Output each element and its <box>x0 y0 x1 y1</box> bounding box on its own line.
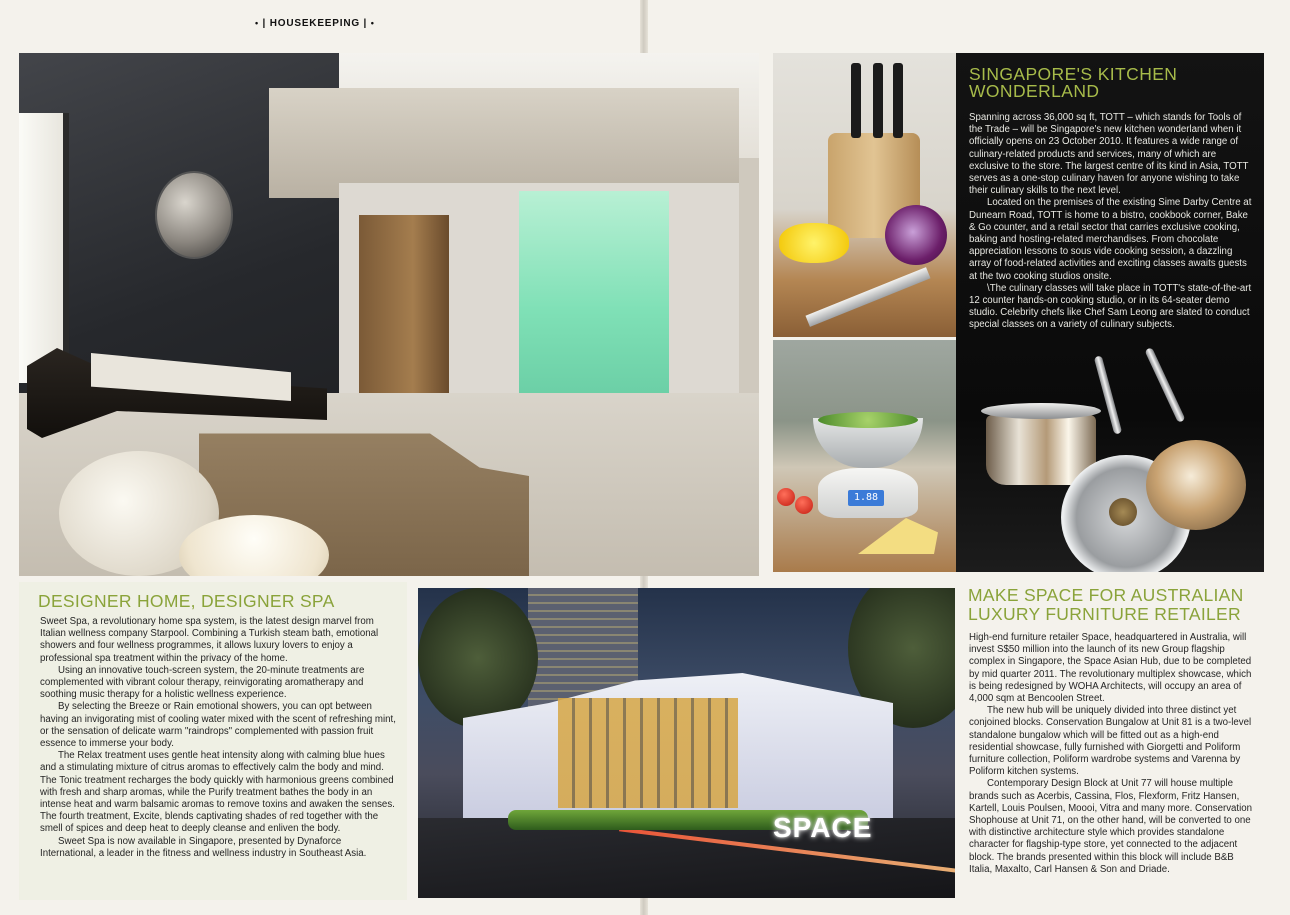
paragraph: By selecting the Breeze or Rain emotional showers, you can opt between having an invigorating mist of cooling water mixed with the scent of refreshing mint, or the sensation of delicate warm "raindrops" complemented with passion fruit essence to immerse your body. <box>40 701 396 750</box>
knife-block-photo <box>773 53 956 337</box>
kitchen-title: SINGAPORE'S KITCHEN WONDERLAND <box>969 64 1178 101</box>
section-label: HOUSEKEEPING <box>269 18 360 29</box>
pan-handle <box>1144 347 1185 423</box>
scale-display: 1.88 <box>848 490 884 506</box>
space-building-photo <box>418 588 955 898</box>
spa-article <box>19 582 407 900</box>
bullet-icon: • <box>255 18 259 28</box>
brand-logo <box>1109 498 1137 526</box>
glass-facade <box>558 698 738 808</box>
paragraph: The Relax treatment uses gentle heat intensity along with calming blue hues and a stimulating mixture of citrus aromas to effectively calm the body and mind. The Tonic treatment recharges the body quickly with harmonious greens combined with fresh and sharp aromas, while the Purify treatment bathes the body in an intense heat and warm balsamic aromas to remove toxins and awaken the senses. The fourth treatment, Excite, blends captivating shades of red together with the smell of spices and deep heat to deeply cleanse and enliven the body. <box>40 750 395 835</box>
paragraph: The new hub will be uniquely divided into three distinct yet conjoined blocks. Conservation Bungalow at Unit 81 is a two-level standalone bungalow which will be fitted out as a high-end residential showcase, fully furnished with Giorgetti and Poliform furniture collection, Poliform wardrobe systems and Varenna by Poliform kitchen systems. <box>969 705 1252 778</box>
kitchen-body <box>969 112 1253 332</box>
space-sign: SPACE <box>773 812 873 843</box>
bullet-icon: • <box>370 18 375 28</box>
paragraph: Sweet Spa, a revolutionary home spa system, is the latest design marvel from Italian wellness company Starpool. Combining a Turkish steam bath, emotional showers and four wellness programmes, it allows luxury lovers to enjoy a professional spa treatment within the privacy of the home. <box>40 616 379 664</box>
paragraph: Located on the premises of the existing Sime Darby Centre at Dunearn Road, TOTT is home to a bistro, cookbook corner, Bake & Go counter, and a retail sector that carries exclusive cooking, baking and hosting-related merchandises. From chocolate appreciation lessons to sous vide cooking session, a dazzling array of food-related activities and exciting classes awaits guests at the two cooking studios onsite. <box>969 197 1252 282</box>
spa-body <box>40 616 396 860</box>
section-header <box>255 18 375 29</box>
knife-handle <box>893 63 903 138</box>
kitchen-scale-photo <box>773 340 956 572</box>
salad <box>818 412 918 428</box>
red-cabbage <box>885 205 947 265</box>
paragraph: \The culinary classes will take place in TOTT's state-of-the-art 12 counter hands-on cooking studio, or in its 64-seater demo studio. Celebrity chefs like Chef Sam Leong are slated to conduct special classes on a variety of culinary subjects. <box>969 282 1252 331</box>
tomato <box>795 496 813 514</box>
tomato <box>777 488 795 506</box>
pan-handle <box>1094 355 1122 434</box>
pot-lid <box>981 403 1101 419</box>
paragraph: Spanning across 36,000 sq ft, TOTT – which stands for Tools of the Trade – will be Singapore's new kitchen wonderland when it officially opens on 23 October 2010. It features a wide range of culinary-related products and services, many of which are exclusive to the store. The largest centre of its kind in Asia, TOTT serves as a one-stop culinary haven for anyone wishing to take their culinary skills to the next level. <box>969 112 1249 197</box>
kitchen-article <box>956 53 1264 572</box>
paragraph: High-end furniture retailer Space, headquartered in Australia, will invest S$50 million into the launch of its new Group flagship complex in Singapore, the Space Asian Hub, due to be completed by mid quarter 2011. The revolutionary multiplex showcase, which is being redesigned by WOHA Architects, will occupy an area of 4,000 sqm at Bencoolen Street. <box>969 632 1252 705</box>
tree <box>418 588 538 728</box>
spa-title: DESIGNER HOME, DESIGNER SPA <box>38 591 335 611</box>
spa-interior-photo <box>19 53 759 576</box>
window <box>19 113 69 383</box>
yellow-pepper <box>779 223 849 263</box>
paragraph: Contemporary Design Block at Unit 77 will house multiple brands such as Acerbis, Cassina, Flos, Flexform, Fritz Hansen, Kartell, Louis Poulsen, Moooi, Vitra and many more. Conservation Shophouse at Unit 71, on the other hand, will be converted to one with distinctive architecture style which provides standalone character for flagship-type store, yet connected to the adjacent block. The brands presented within this block will include B&B Italia, Maxalto, Carl Hansen & Son and Driade. <box>969 778 1253 875</box>
furniture-title: MAKE SPACE FOR AUSTRALIAN LUXURY FURNITURE RETAILER <box>968 585 1244 624</box>
paragraph: Sweet Spa is now available in Singapore, presented by Dynaforce International, a leader in the fitness and wellness industry in Southeast Asia. <box>40 835 367 859</box>
paragraph: Using an innovative touch-screen system, the 20-minute treatments are complemented with vibrant colour therapy, reinvigorating aromatherapy and soothing music therapy for a holistic wellness experience. <box>40 664 365 701</box>
knife-handle <box>851 63 861 138</box>
header-divider: | <box>262 18 267 29</box>
furniture-body <box>969 632 1255 876</box>
saucepan <box>1146 440 1246 530</box>
chef-knife <box>805 267 930 327</box>
cookware-photo <box>956 345 1264 572</box>
cheese <box>858 518 938 554</box>
round-mirror <box>155 171 233 259</box>
knife-handle <box>873 63 883 138</box>
canopy <box>269 88 739 198</box>
header-divider: | <box>363 18 368 29</box>
